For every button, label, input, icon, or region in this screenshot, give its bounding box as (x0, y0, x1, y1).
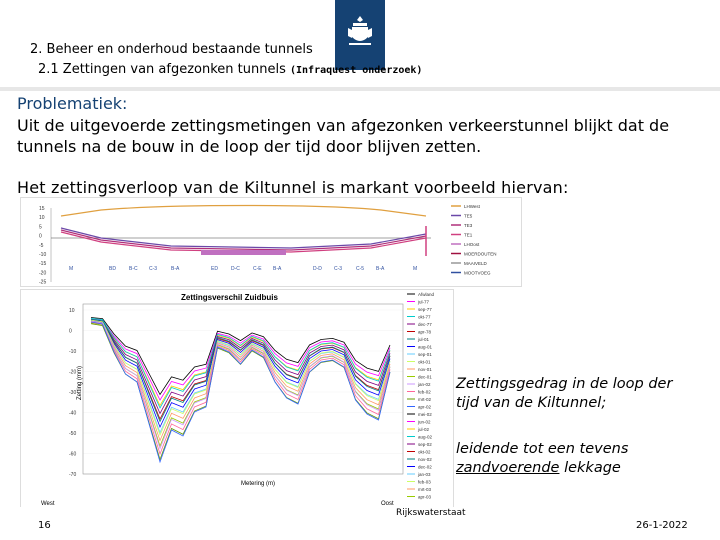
settlement-ytick: -40 (69, 410, 77, 417)
profile-segment-label: C-5 (356, 266, 365, 272)
profile-segment-label: BD (109, 266, 116, 272)
settlement-ytick: -70 (69, 472, 77, 478)
profile-legend-entry: TE1 (464, 232, 473, 238)
settlement-legend-entry: mrt-03 (418, 487, 432, 492)
chart-xlabel: Metering (m) (241, 481, 276, 487)
settlement-legend-entry: mei-02 (418, 412, 432, 417)
settlement-ytick: -50 (69, 431, 77, 437)
profile-ytick: -20 (39, 270, 47, 277)
settlement-legend-entry: jul-02 (418, 427, 430, 432)
profile-segment-label: C-E (253, 266, 262, 272)
settlement-legend-entry: jan-03 (418, 472, 431, 477)
settlement-legend-entry: dec-01 (418, 374, 432, 380)
profile-legend-entry: MOERDOUTEN (464, 251, 497, 257)
profile-segment-label: M (69, 266, 74, 272)
slide-date: 26-1-2022 (636, 520, 688, 531)
subsection-title: 2.1 Zettingen van afgezonken tunnels (38, 62, 286, 77)
settlement-legend-entry: aug-01 (418, 344, 433, 350)
profile-legend-entry: MOOTVOEG (464, 270, 491, 276)
problem-title: Problematiek: (17, 94, 128, 113)
leakage-note: leidende tot een tevens zandvoerende lekkage (456, 441, 629, 476)
profile-segment-label: ED (211, 266, 218, 272)
settlement-series-line (91, 322, 390, 433)
settlement-legend-entry: dec-02 (418, 464, 432, 470)
settlement-ytick: 0 (69, 328, 72, 335)
profile-segment-label: D-D (313, 266, 322, 272)
section-heading: 2. Beheer en onderhoud bestaande tunnels (30, 42, 313, 57)
settlement-legend-entry: apr-02 (418, 404, 432, 410)
organization-name: Rijkswaterstaat (396, 508, 466, 518)
crest-icon (346, 14, 374, 48)
profile-ytick: -25 (39, 279, 47, 286)
footer (0, 507, 720, 540)
profile-ytick: -15 (39, 261, 47, 268)
settlement-ytick: -20 (69, 369, 77, 376)
settlement-series-line (91, 321, 390, 427)
settlement-legend-entry: jan-02 (418, 382, 431, 387)
profile-segment-label: B-C (129, 266, 138, 272)
profile-ytick: 0 (39, 233, 42, 240)
profile-legend-entry: TE3 (464, 223, 473, 228)
settlement-legend-entry: jun-02 (418, 419, 431, 425)
subsection-heading (38, 62, 422, 77)
settlement-legend-entry: dec-77 (418, 322, 432, 327)
settlement-chart-svg (21, 290, 453, 508)
profile-ytick: -5 (39, 242, 44, 249)
profile-chart-svg (21, 198, 521, 286)
settlement-legend-entry: apr-03 (418, 494, 432, 500)
chart-east-label: Oost (381, 501, 394, 507)
settlement-legend-entry: okt-01 (418, 359, 431, 365)
settlement-series-line (91, 323, 390, 446)
settlement-ytick: 10 (69, 308, 75, 314)
subsection-note: (Infraquest onderzoek) (290, 65, 423, 76)
profile-segment-label: D-C (231, 266, 240, 272)
settlement-legend-entry: sep-77 (418, 307, 432, 312)
profile-ytick: 5 (39, 224, 42, 231)
settlement-legend-entry: feb-02 (418, 389, 431, 395)
chart-title: Zettingsverschil Zuidbuis (181, 293, 278, 302)
profile-legend-entry: LHWest (464, 204, 480, 209)
settlement-legend-entry: apr-78 (418, 329, 432, 335)
chart-west-label: West (41, 501, 55, 507)
settlement-legend-entry: aug-02 (418, 434, 433, 440)
settlement-legend-entry: nov-02 (418, 457, 432, 462)
profile-chart (20, 197, 522, 287)
settlement-legend-entry: jul-77 (418, 299, 430, 305)
settlement-legend-entry: okt-77 (418, 314, 431, 320)
settlement-chart (20, 289, 454, 509)
settlement-legend-entry: nov-01 (418, 367, 432, 372)
profile-ytick: 10 (39, 215, 45, 222)
settlement-ytick: -10 (69, 349, 77, 355)
settlement-legend-entry: okt-02 (418, 449, 431, 455)
settlement-series-line (91, 322, 390, 454)
profile-ytick: -10 (39, 252, 47, 258)
settlement-legend-entry: sep-02 (418, 442, 432, 447)
profile-legend-entry: MAAIVELD (464, 261, 487, 266)
content-top-bar (0, 87, 720, 91)
settlement-legend-entry: mrt-02 (418, 397, 432, 402)
settlement-ytick: -60 (69, 451, 77, 458)
settlement-legend-entry: jul-01 (418, 337, 430, 342)
profile-legend-entry: LHOost (464, 242, 480, 247)
rijksoverheid-logo (335, 0, 385, 70)
tunnel-element-band (201, 250, 286, 255)
example-text: Het zettingsverloop van de Kiltunnel is markant voorbeeld hiervan: (17, 178, 569, 197)
profile-segment-label: B-A (376, 266, 385, 272)
settlement-series-line (91, 320, 390, 414)
settlement-legend-entry: Afwland (418, 292, 435, 297)
page-number: 16 (38, 520, 51, 531)
profile-segment-label: M (413, 266, 418, 272)
profile-segment-label: B-A (273, 266, 282, 272)
profile-segment-label: C-3 (149, 266, 158, 272)
problem-text: Uit de uitgevoerde zettingsmetingen van afgezonken verkeerstunnel blijkt dat de tunnels na de bouw in de loop der tijd door blijven zetten. (17, 116, 670, 156)
chart-ylabel: Zetting (mm) (77, 365, 83, 400)
settlement-ytick: -30 (69, 390, 77, 396)
settlement-legend-entry: sep-01 (418, 352, 432, 357)
chart-caption: Zettingsgedrag in de loop der tijd van de Kiltunnel; (456, 376, 673, 411)
profile-ytick: 15 (39, 206, 45, 212)
profile-segment-label: C-3 (334, 266, 343, 272)
lhwest-line (61, 206, 426, 217)
profile-legend-entry: TE5 (464, 213, 473, 219)
profile-segment-label: B-A (171, 266, 180, 272)
settlement-legend-entry: feb-03 (418, 479, 431, 485)
